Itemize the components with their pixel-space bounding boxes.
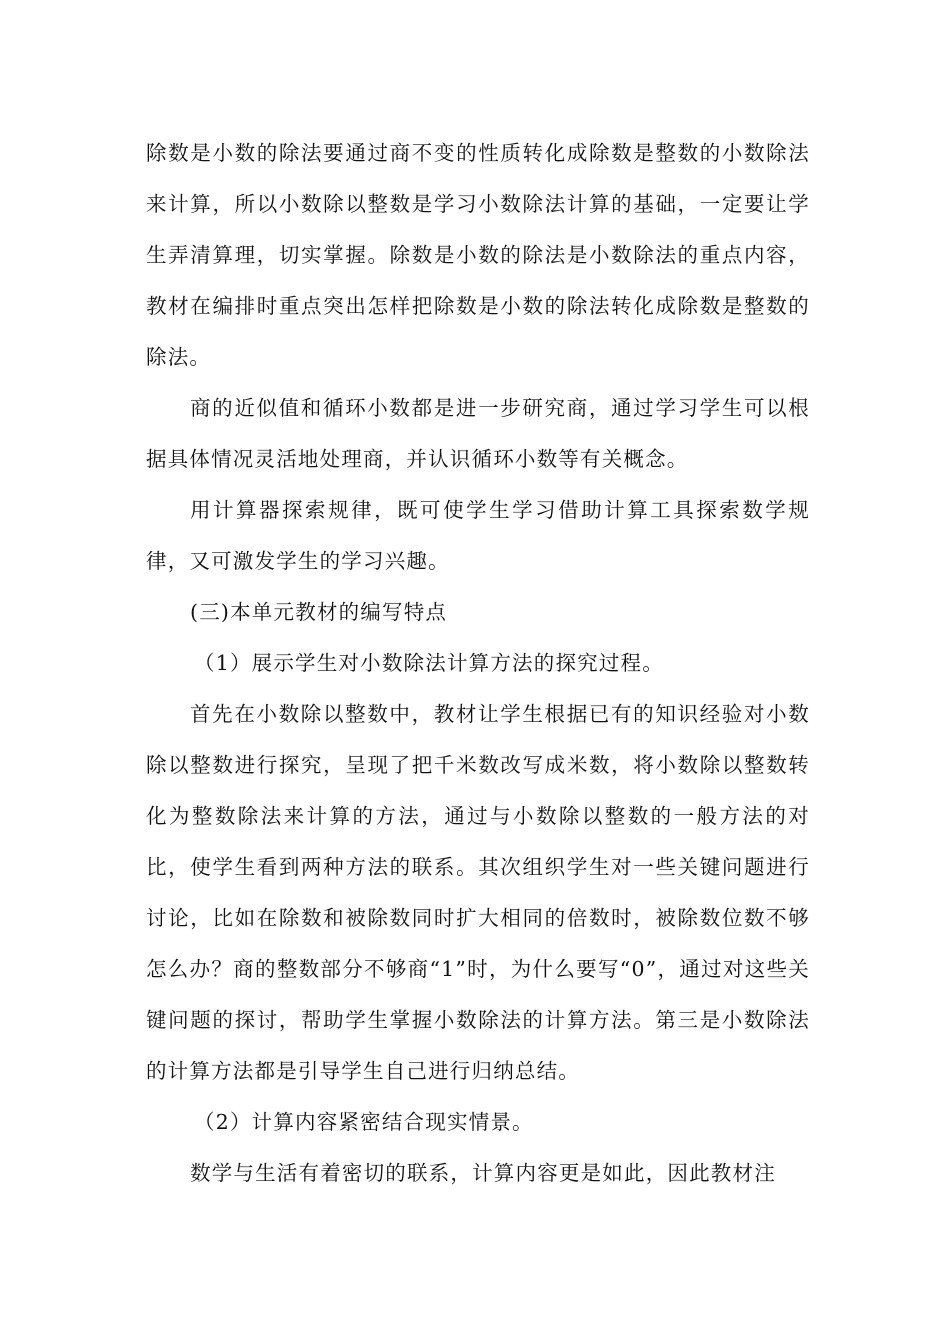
paragraph-exploration: 首先在小数除以整数中，教材让学生根据已有的知识经验对小数除以整数进行探究，呈现了把千米数改写成米数，将小数除以整数转化为整数除法来计算的方法，通过与小数除以整数的一般方法的对比，使学生看到两种方法的联系。其次组织学生对一些关键问题进行讨论，比如在除数和被除数同时扩大相同的倍数时，被除数位数不够怎么办？商的整数部分不够商“1”时，为什么要写“0”，通过对这些关键问题的探讨，帮助学生掌握小数除法的计算方法。第三是小数除法的计算方法都是引导学生自己进行归纳总结。 [146,702,810,1083]
subheading-2: （2）计算内容紧密结合现实情景。 [194,1110,534,1134]
section-heading: (三)本单元教材的编写特点 [190,600,448,624]
paragraph-continuation: 除数是小数的除法要通过商不变的性质转化成除数是整数的小数除法来计算，所以小数除以整数是学习小数除法计算的基础，一定要让学生弄清算理，切实掌握。除数是小数的除法是小数除法的重点内容，教材在编排时重点突出怎样把除数是小数的除法转化成除数是整数的除法。 [146,141,810,369]
paragraph-calculator: 用计算器探索规律，既可使学生学习借助计算工具探索数学规律，又可激发学生的学习兴趣。 [146,498,810,573]
paragraph-approximate-quotient: 商的近似值和循环小数都是进一步研究商，通过学习学生可以根据具体情况灵活地处理商，并认识循环小数等有关概念。 [146,396,810,471]
paragraph-real-life: 数学与生活有着密切的联系，计算内容更是如此，因此教材注 [190,1161,776,1185]
subheading-1: （1）展示学生对小数除法计算方法的探究过程。 [194,651,664,675]
document-body [146,128,810,1199]
